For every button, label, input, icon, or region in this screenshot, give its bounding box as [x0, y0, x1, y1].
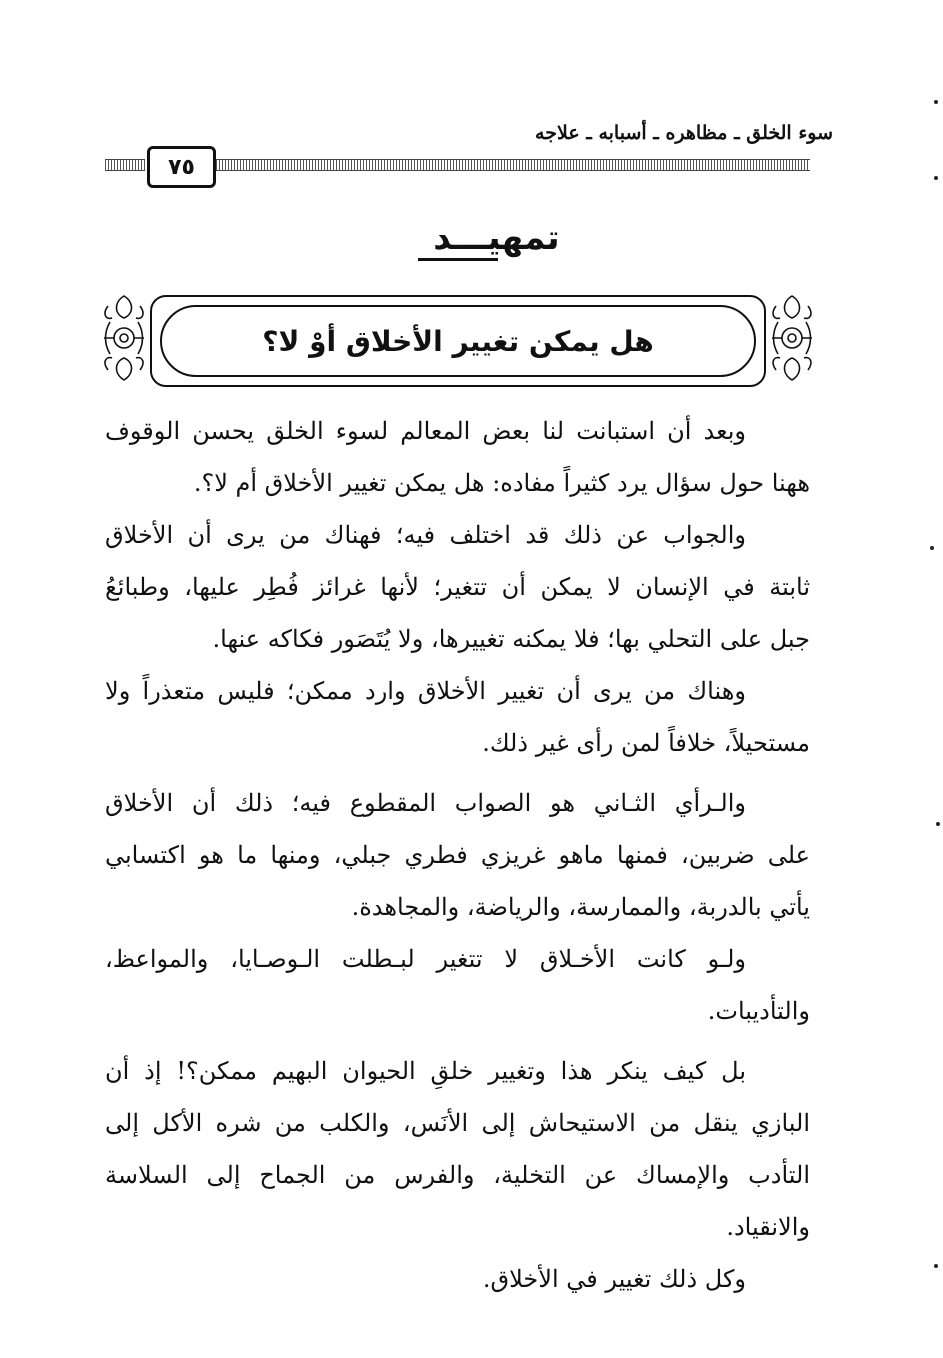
section-heading: تمهيـــد	[433, 218, 560, 258]
text-line: يأتي بالدربة، والممارسة، والرياضة، والمجاهدة.	[351, 893, 810, 921]
paragraph	[105, 405, 810, 509]
paragraph	[105, 933, 810, 1037]
header-hatch-left	[105, 159, 145, 171]
running-title: سوء الخلق ـ مظاهره ـ أسبابه ـ علاجه	[535, 122, 833, 144]
paragraph-gap	[105, 1037, 810, 1045]
text-line: وكل ذلك تغيير في الأخلاق.	[482, 1265, 746, 1293]
margin-speck	[930, 546, 934, 550]
text-line: والـرأي الثـاني هو الصواب المقطوع فيه؛ ذلك أن الأخلاق	[105, 789, 746, 817]
title-frame-inner	[160, 305, 756, 377]
margin-speck	[934, 100, 938, 104]
paragraph	[105, 1253, 810, 1305]
text-line: والتأديبات.	[707, 997, 810, 1025]
text-line: والجواب عن ذلك قد اختلف فيه؛ فهناك من يرى أن الأخلاق	[105, 521, 746, 549]
paragraph	[105, 665, 810, 769]
text-line: جبل على التحلي بها؛ فلا يمكنه تغييرها، ولا يُتَصَور فكاكه عنها.	[212, 625, 810, 653]
text-line: ولـو كانت الأخـلاق لا تتغير لبـطلت الـوصـايا، والمواعظ،	[105, 945, 746, 973]
ornament-right-icon	[768, 292, 816, 384]
paragraph	[105, 777, 810, 933]
text-line: البازي ينقل من الاستيحاش إلى الأنَس، والكلب من شره الأكل إلى	[105, 1109, 810, 1137]
header-hatch-right	[213, 159, 810, 171]
text-line: والانقياد.	[726, 1213, 810, 1241]
text-line: على ضربين، فمنها ماهو غريزي فطري جبلي، ومنها ما هو اكتسابي	[105, 841, 810, 869]
header-rule	[105, 152, 810, 180]
margin-speck	[934, 176, 938, 180]
title-frame	[150, 295, 766, 387]
paragraph-gap	[105, 769, 810, 777]
text-line: ثابتة في الإنسان لا يمكن أن تتغير؛ لأنها غرائز فُطِر عليها، وطبائعُ	[105, 573, 810, 601]
margin-speck	[936, 822, 940, 826]
text-line: وبعد أن استبانت لنا بعض المعالم لسوء الخلق يحسن الوقوف	[105, 417, 746, 445]
paragraph	[105, 509, 810, 665]
text-line: مستحيلاً، خلافاً لمن رأى غير ذلك.	[482, 729, 810, 757]
text-line: ههنا حول سؤال يرد كثيراً مفاده: هل يمكن تغيير الأخلاق أم لا؟.	[193, 469, 810, 497]
paragraph	[105, 1045, 810, 1253]
page-number: ٧٥	[147, 146, 216, 188]
body-text	[105, 405, 810, 1305]
margin-speck	[934, 1264, 938, 1268]
text-line: التأدب والإمساك عن التخلية، والفرس من الجماح إلى السلاسة	[105, 1161, 810, 1189]
text-line: وهناك من يرى أن تغيير الأخلاق وارد ممكن؛ فليس متعذراً ولا	[105, 677, 746, 705]
heading-underline	[418, 258, 498, 261]
text-line: بل كيف ينكر هذا وتغيير خلقِ الحيوان البهيم ممكن؟! إذ أن	[105, 1057, 746, 1085]
ornament-left-icon	[100, 292, 148, 384]
framed-title: هل يمكن تغيير الأخلاق أوْ لا؟	[262, 324, 654, 358]
